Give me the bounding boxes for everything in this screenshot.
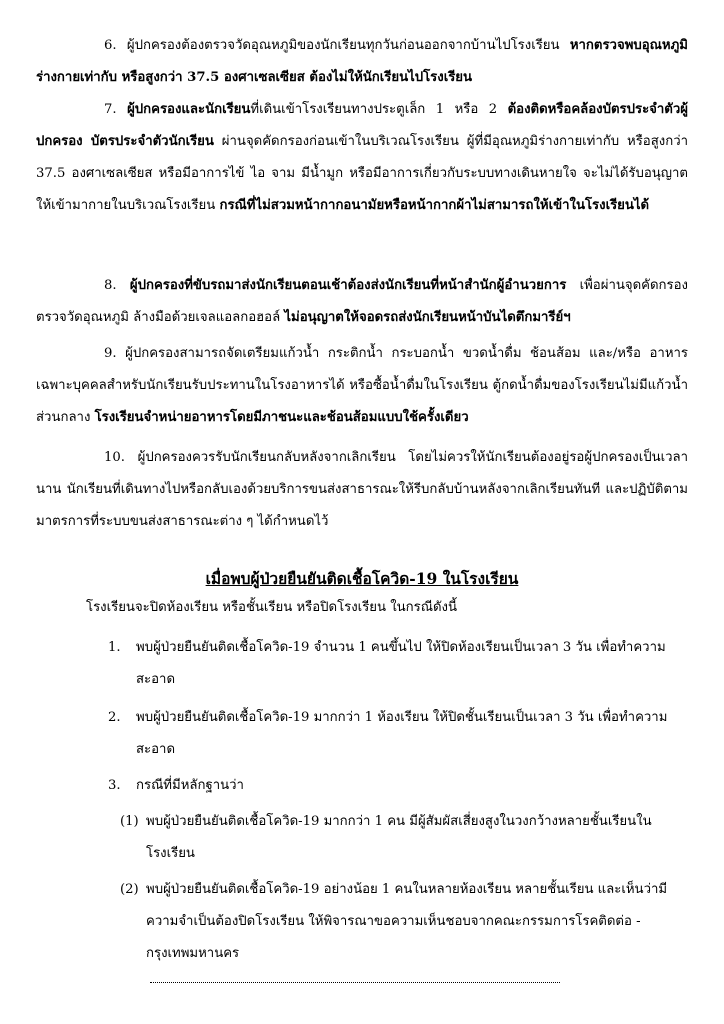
item-number: 7. xyxy=(104,102,117,117)
rule-item-6 xyxy=(36,30,688,94)
sublist-number: (1) xyxy=(120,814,139,829)
rule-item-9 xyxy=(36,338,688,434)
item-text: ผู้ปกครองควรรับนักเรียนกลับหลังจากเลิกเรียน โดยไม่ควรให้นักเรียนต้องอยู่รอผู้ปกครองเป็นเวลานาน นักเรียนที่เดินทางไปหรือกลับเองด้วยบริการขนส่งสาธารณะให้รีบกลับบ้านหลังจากเลิกเรียนทันที และปฏิบัติตามมาตรการที่ระบบขนส่งสาธารณะต่าง ๆ ได้กำหนดไว้ xyxy=(36,450,688,529)
section-heading: เมื่อพบผู้ป่วยยืนยันติดเชื้อโควิด-19 ในโรงเรียน xyxy=(205,569,519,588)
item-text-bold: ไม่อนุญาตให้จอดรถส่งนักเรียนหน้าบันไดตึกมารีย์ฯ xyxy=(284,310,571,325)
item-number: 6. xyxy=(104,38,117,53)
sublist-number: (2) xyxy=(120,882,139,897)
item-text: ผ่านจุดคัดกรองก่อนเข้าในบริเวณโรงเรียน ผู้ที่มีอุณหภูมิร่างกายเท่ากับ หรือสูงกว่า 37.5 องศาเซลเซียส หรือมีอาการไข้ ไอ จาม มีน้ำมูก หรือมีอาการเกี่ยวกับระบบทางเดินหายใจ จะไม่ได้รับอนุญาตให้เข้ามากายในบริเวณโรงเรียน xyxy=(36,134,689,213)
section-intro: โรงเรียนจะปิดห้องเรียน หรือชั้นเรียน หรือปิดโรงเรียน ในกรณีดังนี้ xyxy=(86,600,457,615)
item-text-bold: ผู้ปกครองที่ขับรถมาส่งนักเรียนตอนเช้าต้องส่งนักเรียนที่หน้าสำนักผู้อำนวยการ xyxy=(129,278,567,293)
item-text: ที่เดินเข้าโรงเรียนทางประตูเล็ก 1 หรือ 2 xyxy=(250,102,508,117)
rule-item-8 xyxy=(36,270,688,334)
dotted-divider xyxy=(150,982,560,983)
item-text-bold: ต้องติดหรือคล้องบัตรประจำตัวผู้ปกครอง บัตรประจำตัวนักเรียน xyxy=(36,102,688,149)
item-text: ผู้ปกครองต้องตรวจวัดอุณหภูมิของนักเรียนทุกวันก่อนออกจากบ้านไปโรงเรียน xyxy=(126,38,570,53)
item-text-bold: ผู้ปกครองและนักเรียน xyxy=(127,102,251,117)
item-number: 9. xyxy=(104,346,117,361)
item-text: ผู้ปกครองสามารถจัดเตรียมแก้วน้ำ กระติกน้ำ กระบอกน้ำ ขวดน้ำดื่ม ช้อนส้อม และ/หรือ อาหารเฉพาะบุคคลสำหรับนักเรียนรับประทานในโรงอาหารได้ หรือซื้อน้ำดื่มในโรงเรียน ตู้กดน้ำดื่มของโรงเรียนไม่มีแก้วน้ำส่วนกลาง xyxy=(36,346,688,425)
list-number: 1. xyxy=(108,640,121,655)
list-text: กรณีที่มีหลักฐานว่า xyxy=(136,778,244,793)
list-text: พบผู้ป่วยยืนยันติดเชื้อโควิด-19 จำนวน 1 คนขึ้นไป ให้ปิดห้องเรียนเป็นเวลา 3 วัน เพื่อทำความสะอาด xyxy=(136,640,666,687)
sublist-text: พบผู้ป่วยยืนยันติดเชื้อโควิด-19 มากกว่า 1 คน มีผู้สัมผัสเสี่ยงสูงในวงกว้างหลายชั้นเรียนในโรงเรียน xyxy=(146,814,652,861)
item-text-bold: กรณีที่ไม่สวมหน้ากากอนามัยหรือหน้ากากผ้าไม่สามารถให้เข้าในโรงเรียนได้ xyxy=(219,198,650,213)
list-number: 2. xyxy=(108,710,121,725)
sublist-text: พบผู้ป่วยยืนยันติดเชื้อโควิด-19 อย่างน้อย 1 คนในหลายห้องเรียน หลายชั้นเรียน และเห็นว่ามีความจำเป็นต้องปิดโรงเรียน ให้พิจารณาขอความเห็นชอบจากคณะกรรมการโรคติดต่อ - กรุงเทพมหานคร xyxy=(146,882,668,961)
item-text-bold: โรงเรียนจำหน่ายอาหารโดยมีภาชนะและช้อนส้อมแบบใช้ครั้งเดียว xyxy=(94,410,469,425)
item-text-bold: หากตรวจพบอุณหภูมิร่างกายเท่ากับ หรือสูงกว่า 37.5 องศาเซลเซียส ต้องไม่ให้นักเรียนไปโรงเรียน xyxy=(36,38,688,85)
list-text: พบผู้ป่วยยืนยันติดเชื้อโควิด-19 มากกว่า 1 ห้องเรียน ให้ปิดชั้นเรียนเป็นเวลา 3 วัน เพื่อทำความสะอาด xyxy=(136,710,668,757)
item-number: 10. xyxy=(104,450,125,465)
item-number: 8. xyxy=(104,278,117,293)
list-number: 3. xyxy=(108,778,121,793)
rule-item-10 xyxy=(36,442,688,538)
item-text: เพื่อผ่านจุดคัดกรอง ตรวจวัดอุณหภูมิ ล้างมือด้วยเจลแอลกอฮอล์ xyxy=(36,278,688,325)
rule-item-7 xyxy=(36,94,688,222)
